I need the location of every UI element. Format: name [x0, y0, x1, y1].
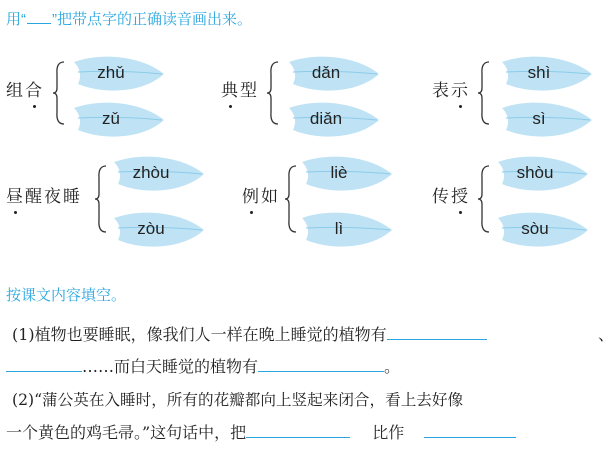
pinyin-text: zòu: [137, 219, 165, 238]
word-group-2: [221, 76, 259, 101]
pinyin-option[interactable]: [500, 54, 596, 92]
instruction-select-pinyin: [6, 8, 252, 29]
pinyin-text: lì: [334, 219, 344, 238]
dotted-char: 典: [221, 76, 240, 101]
instruction-suffix: ”把带点字的正确读音画出来。: [52, 11, 252, 28]
answer-blank[interactable]: [424, 423, 516, 438]
pinyin-option[interactable]: [300, 210, 396, 248]
pinyin-option[interactable]: [300, 154, 396, 192]
word-char: 表: [432, 81, 451, 101]
question-2-line-1: (2)“蒲公英在入睡时，所有的花瓣都向上竖起来闭合，看上去好像: [12, 391, 464, 409]
pinyin-text: shòu: [516, 163, 554, 182]
question-2-line-2: [6, 420, 516, 443]
brace-icon: [266, 60, 280, 126]
word-group-1: [6, 76, 44, 101]
dotted-char: 合: [25, 76, 44, 101]
brace-icon: [477, 60, 491, 126]
pinyin-text: liè: [330, 163, 348, 182]
question-text: 比作: [372, 423, 405, 442]
pinyin-option[interactable]: [287, 100, 383, 138]
word-group-3: [432, 76, 470, 101]
dotted-char: 昼: [6, 182, 25, 207]
question-text: 。: [384, 357, 401, 376]
brace-icon: [94, 164, 108, 234]
word-char: 醒夜睡: [25, 187, 82, 207]
instruction-fill-in: 按课文内容填空。: [6, 287, 127, 304]
word-char: 传: [432, 187, 451, 207]
word-group-5: [242, 182, 280, 207]
pinyin-text: zhǔ: [97, 63, 125, 82]
question-1-line-1: [12, 322, 487, 345]
pinyin-text: shì: [527, 63, 551, 82]
pinyin-option[interactable]: [112, 154, 208, 192]
brace-icon: [477, 164, 491, 234]
pinyin-text: zhòu: [132, 163, 170, 182]
word-char: 如: [261, 187, 280, 207]
pinyin-option[interactable]: [496, 154, 592, 192]
question-1-line-2: [6, 354, 400, 377]
pinyin-option[interactable]: [287, 54, 383, 92]
word-char: 型: [240, 81, 259, 101]
question-text: (1)植物也要睡眠，像我们人一样在晚上睡觉的植物有: [12, 325, 387, 344]
pinyin-option[interactable]: [72, 54, 168, 92]
answer-blank[interactable]: [258, 357, 384, 372]
pinyin-text: diǎn: [309, 109, 343, 128]
word-char: 组: [6, 81, 25, 101]
dotted-char: 例: [242, 182, 261, 207]
pinyin-option[interactable]: [72, 100, 168, 138]
pinyin-text: sòu: [521, 219, 549, 238]
dotted-char: 示: [451, 76, 470, 101]
question-text: 一个黄色的鸡毛帚。”这句话中，把: [6, 423, 247, 442]
brace-icon: [52, 60, 66, 126]
pinyin-option[interactable]: [500, 100, 596, 138]
answer-blank[interactable]: [246, 423, 350, 438]
pinyin-text: zǔ: [102, 109, 120, 128]
answer-blank[interactable]: [6, 357, 82, 372]
question-1-separator: 、: [598, 325, 615, 344]
pinyin-option[interactable]: [112, 210, 208, 248]
dotted-char: 授: [451, 182, 470, 207]
answer-blank[interactable]: [387, 325, 487, 340]
instruction-prefix: 用“: [6, 11, 26, 28]
pinyin-text: sì: [532, 109, 546, 128]
question-text: ……而白天睡觉的植物有: [82, 357, 259, 376]
word-group-4: [6, 182, 82, 207]
pinyin-option[interactable]: [496, 210, 592, 248]
underline-mark: [27, 11, 51, 24]
brace-icon: [284, 164, 298, 234]
pinyin-text: dǎn: [311, 63, 341, 82]
word-group-6: [432, 182, 470, 207]
